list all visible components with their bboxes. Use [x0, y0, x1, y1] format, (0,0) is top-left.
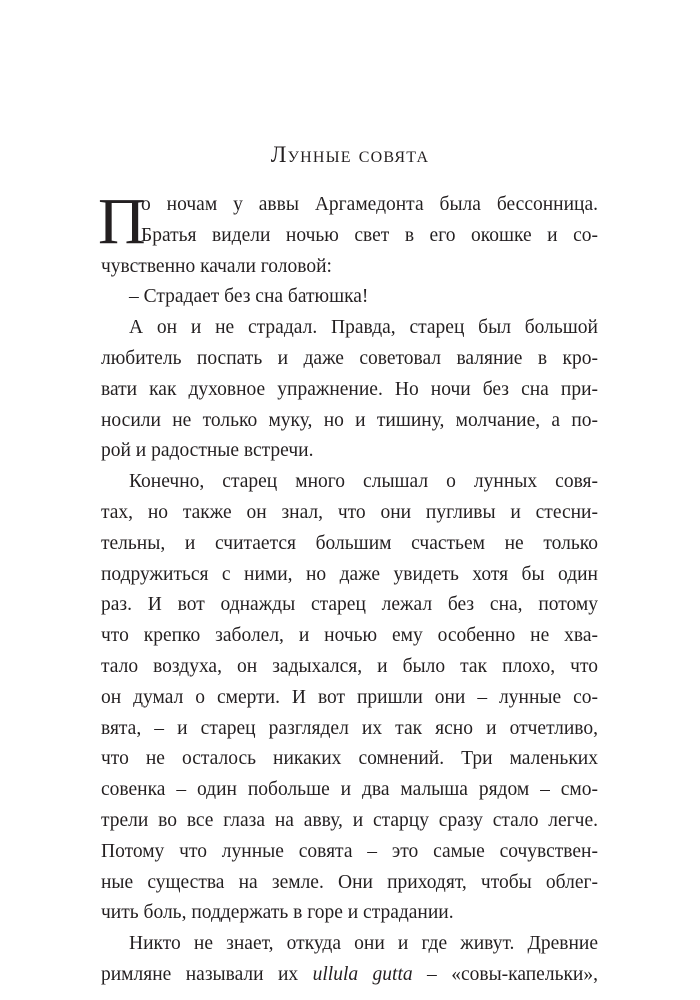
text-line: – Страдает без сна батюшка! [129, 286, 369, 308]
text-line: носили не только муку, но и тишину, молчание, а по- [101, 409, 598, 431]
text-line: он думал о смерти. И вот пришли они – лунные со- [101, 686, 598, 708]
text-line: любитель поспать и даже советовал валяние в кро- [101, 347, 598, 369]
text-line: о ночам у аввы Аргамедонта была бессонница. [141, 194, 598, 215]
chapter-title: Лунные совята [270, 142, 430, 167]
text-line: Никто не знает, откуда они и где живут. Древние [129, 933, 598, 955]
text-line: Потому что лунные совята – это самые сочувствен- [101, 840, 598, 862]
text-fragment: – «совы-капельки», [412, 963, 598, 985]
text-line: вати как духовное упражнение. Но ночи без сна при- [101, 378, 598, 400]
text-line: что крепко заболел, и ночью ему особенно не хва- [101, 625, 598, 647]
text-line: чувственно качали головой: [101, 255, 332, 277]
text-line: чить боль, поддержать в горе и страдании. [101, 902, 454, 924]
text-line: трели во все глаза на авву, и старцу сразу стало легче. [101, 809, 598, 831]
text-line: А он и не страдал. Правда, старец был большой [129, 317, 598, 339]
text-line: раз. И вот однажды старец лежал без сна, потому [101, 594, 598, 616]
text-line: вята, – и старец разглядел их так ясно и отчетливо, [101, 717, 598, 739]
drop-cap: П [98, 185, 146, 258]
text-line: ные существа на земле. Они приходят, чтобы облег- [101, 871, 598, 893]
text-line: совенка – один побольше и два малыша рядом – смо- [101, 779, 598, 801]
body-text [98, 185, 598, 991]
text-line-last [101, 960, 598, 991]
text-line: что не осталось никаких сомнений. Три маленьких [101, 748, 598, 770]
latin-term: ullula gutta [312, 963, 413, 985]
text-fragment: римляне называли их [101, 963, 313, 985]
text-line: подружиться с ними, но даже увидеть хотя бы один [101, 563, 598, 585]
text-line: Конечно, старец много слышал о лунных совя- [129, 471, 598, 493]
text-line: рой и радостные встречи. [101, 440, 314, 462]
text-line: тельны, и считается большим счастьем не только [101, 532, 598, 554]
text-line: Братья видели ночью свет в его окошке и со- [141, 224, 598, 246]
text-line: тах, но также он знал, что они пугливы и стесни- [101, 501, 598, 523]
text-line: тало воздуха, он задыхался, и было так плохо, что [101, 655, 598, 677]
